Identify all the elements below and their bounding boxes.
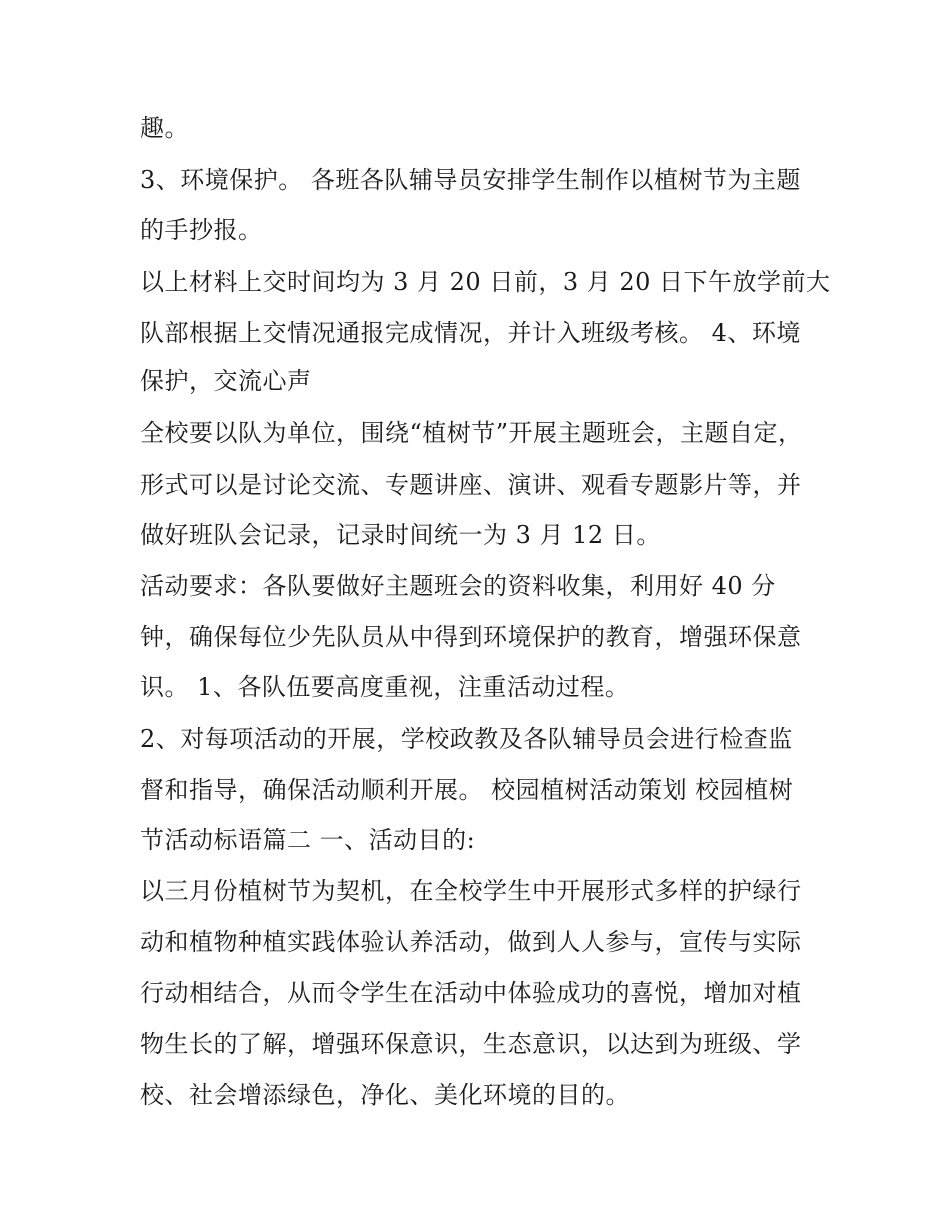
text-line: 3、环境保护。 各班各队辅导员安排学生制作以植树节为主题 — [140, 166, 801, 194]
text-line: 节活动标语篇二 一、活动目的: — [140, 826, 476, 854]
text-line: 校、社会增添绿色，净化、美化环境的目的。 — [140, 1081, 630, 1109]
text-line: 行动相结合，从而令学生在活动中体验成功的喜悦，增加对植 — [140, 979, 802, 1007]
text-line: 2、对每项活动的开展，学校政教及各队辅导员会进行检查监 — [140, 725, 793, 753]
text-line: 保护，交流心声 — [140, 367, 312, 395]
text-line: 以三月份植树节为契机，在全校学生中开展形式多样的护绿行 — [140, 877, 802, 905]
text-line: 以上材料上交时间均为 3 月 20 日前，3 月 20 日下午放学前大 — [140, 268, 831, 296]
text-line: 物生长的了解，增强环保意识，生态意识，以达到为班级、学 — [140, 1030, 802, 1058]
text-line: 做好班队会记录，记录时间统一为 3 月 12 日。 — [140, 521, 661, 549]
text-line: 识。 1、各队伍要高度重视，注重活动过程。 — [140, 673, 630, 701]
text-line: 的手抄报。 — [140, 216, 263, 244]
text-line: 趣。 — [140, 114, 189, 142]
text-line: 钟，确保每位少先队员从中得到环境保护的教育，增强环保意 — [140, 623, 802, 651]
text-line: 督和指导，确保活动顺利开展。 校园植树活动策划 校园植树 — [140, 776, 794, 804]
text-line: 动和植物种植实践体验认养活动，做到人人参与，宣传与实际 — [140, 928, 802, 956]
text-line: 形式可以是讨论交流、专题讲座、演讲、观看专题影片等，并 — [140, 471, 802, 499]
text-line: 全校要以队为单位，围绕“植树节”开展主题班会，主题自定， — [140, 419, 803, 447]
text-line: 队部根据上交情况通报完成情况，并计入班级考核。 4、环境 — [140, 319, 801, 347]
text-line: 活动要求：各队要做好主题班会的资料收集，利用好 40 分 — [140, 572, 776, 600]
